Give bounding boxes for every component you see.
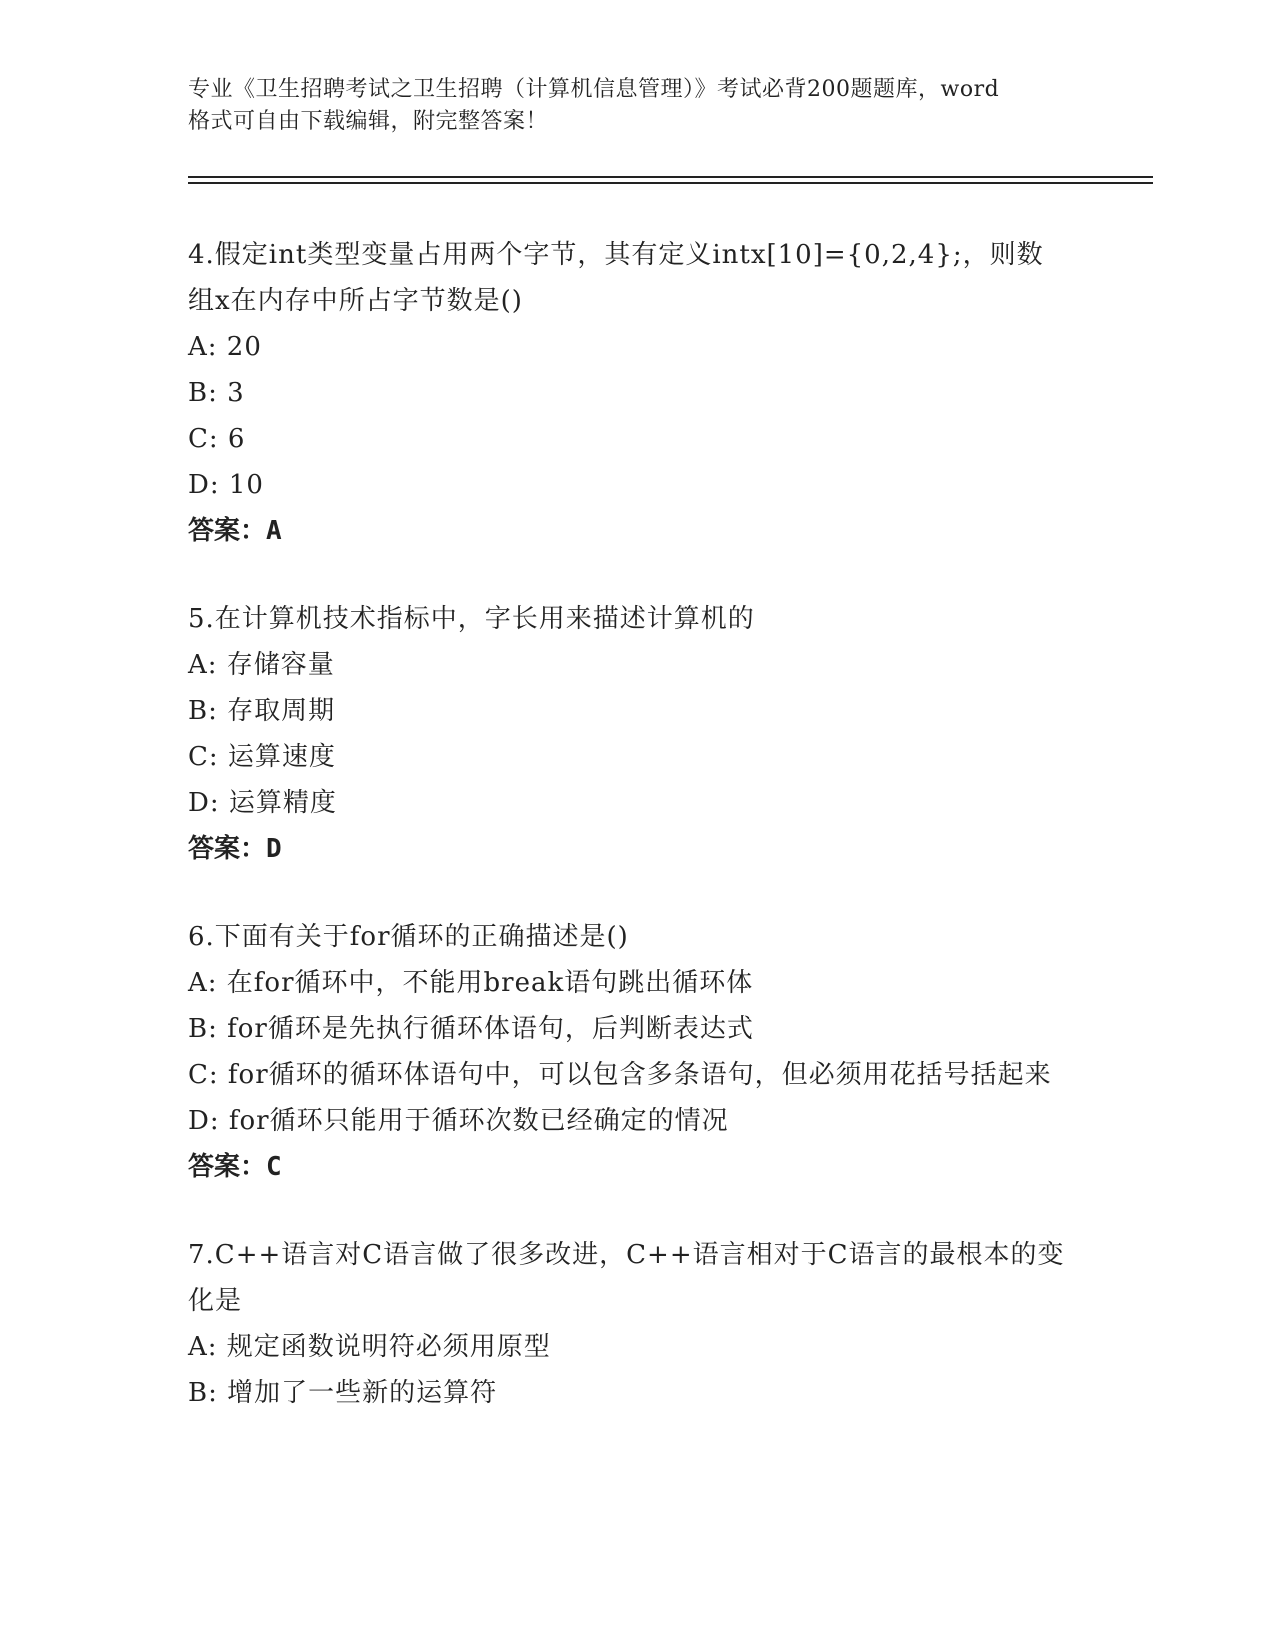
option-a: A: 规定函数说明符必须用原型 (188, 1332, 551, 1362)
header-line-2: 格式可自由下载编辑，附完整答案！ (188, 109, 549, 134)
question-5 (188, 596, 1068, 872)
question-text: 5.在计算机技术指标中，字长用来描述计算机的 (188, 604, 755, 634)
option-a: A: 在for循环中，不能用break语句跳出循环体 (188, 968, 754, 998)
option-c: C: 运算速度 (188, 742, 336, 772)
answer: 答案：C (188, 1152, 282, 1182)
header-line-1: 专业《卫生招聘考试之卫生招聘（计算机信息管理）》考试必背200题题库，word (188, 77, 1000, 102)
option-c: C: 6 (188, 424, 246, 454)
option-c: C: for循环的循环体语句中，可以包含多条语句，但必须用花括号括起来 (188, 1060, 1052, 1090)
option-b: B: 增加了一些新的运算符 (188, 1378, 498, 1408)
option-d: D: 10 (188, 470, 264, 500)
question-text: 6.下面有关于for循环的正确描述是() (188, 922, 629, 952)
option-b: B: 存取周期 (188, 696, 336, 726)
header-divider-top (188, 176, 1153, 178)
option-a: A: 存储容量 (188, 650, 335, 680)
question-4 (188, 232, 1068, 554)
option-a: A: 20 (188, 332, 262, 362)
answer: 答案：A (188, 516, 282, 546)
document-header (188, 74, 1088, 138)
answer: 答案：D (188, 834, 282, 864)
question-list (188, 232, 1068, 1458)
question-6 (188, 914, 1068, 1190)
question-text: 4.假定int类型变量占用两个字节，其有定义intx[10]={0,2,4};，则数组x在内存中所占字节数是() (188, 240, 1044, 316)
header-divider-bottom (188, 182, 1153, 184)
question-7 (188, 1232, 1068, 1416)
option-b: B: for循环是先执行循环体语句，后判断表达式 (188, 1014, 754, 1044)
option-d: D: for循环只能用于循环次数已经确定的情况 (188, 1106, 729, 1136)
option-b: B: 3 (188, 378, 245, 408)
option-d: D: 运算精度 (188, 788, 337, 818)
question-text: 7.C++语言对C语言做了很多改进，C++语言相对于C语言的最根本的变化是 (188, 1240, 1065, 1316)
